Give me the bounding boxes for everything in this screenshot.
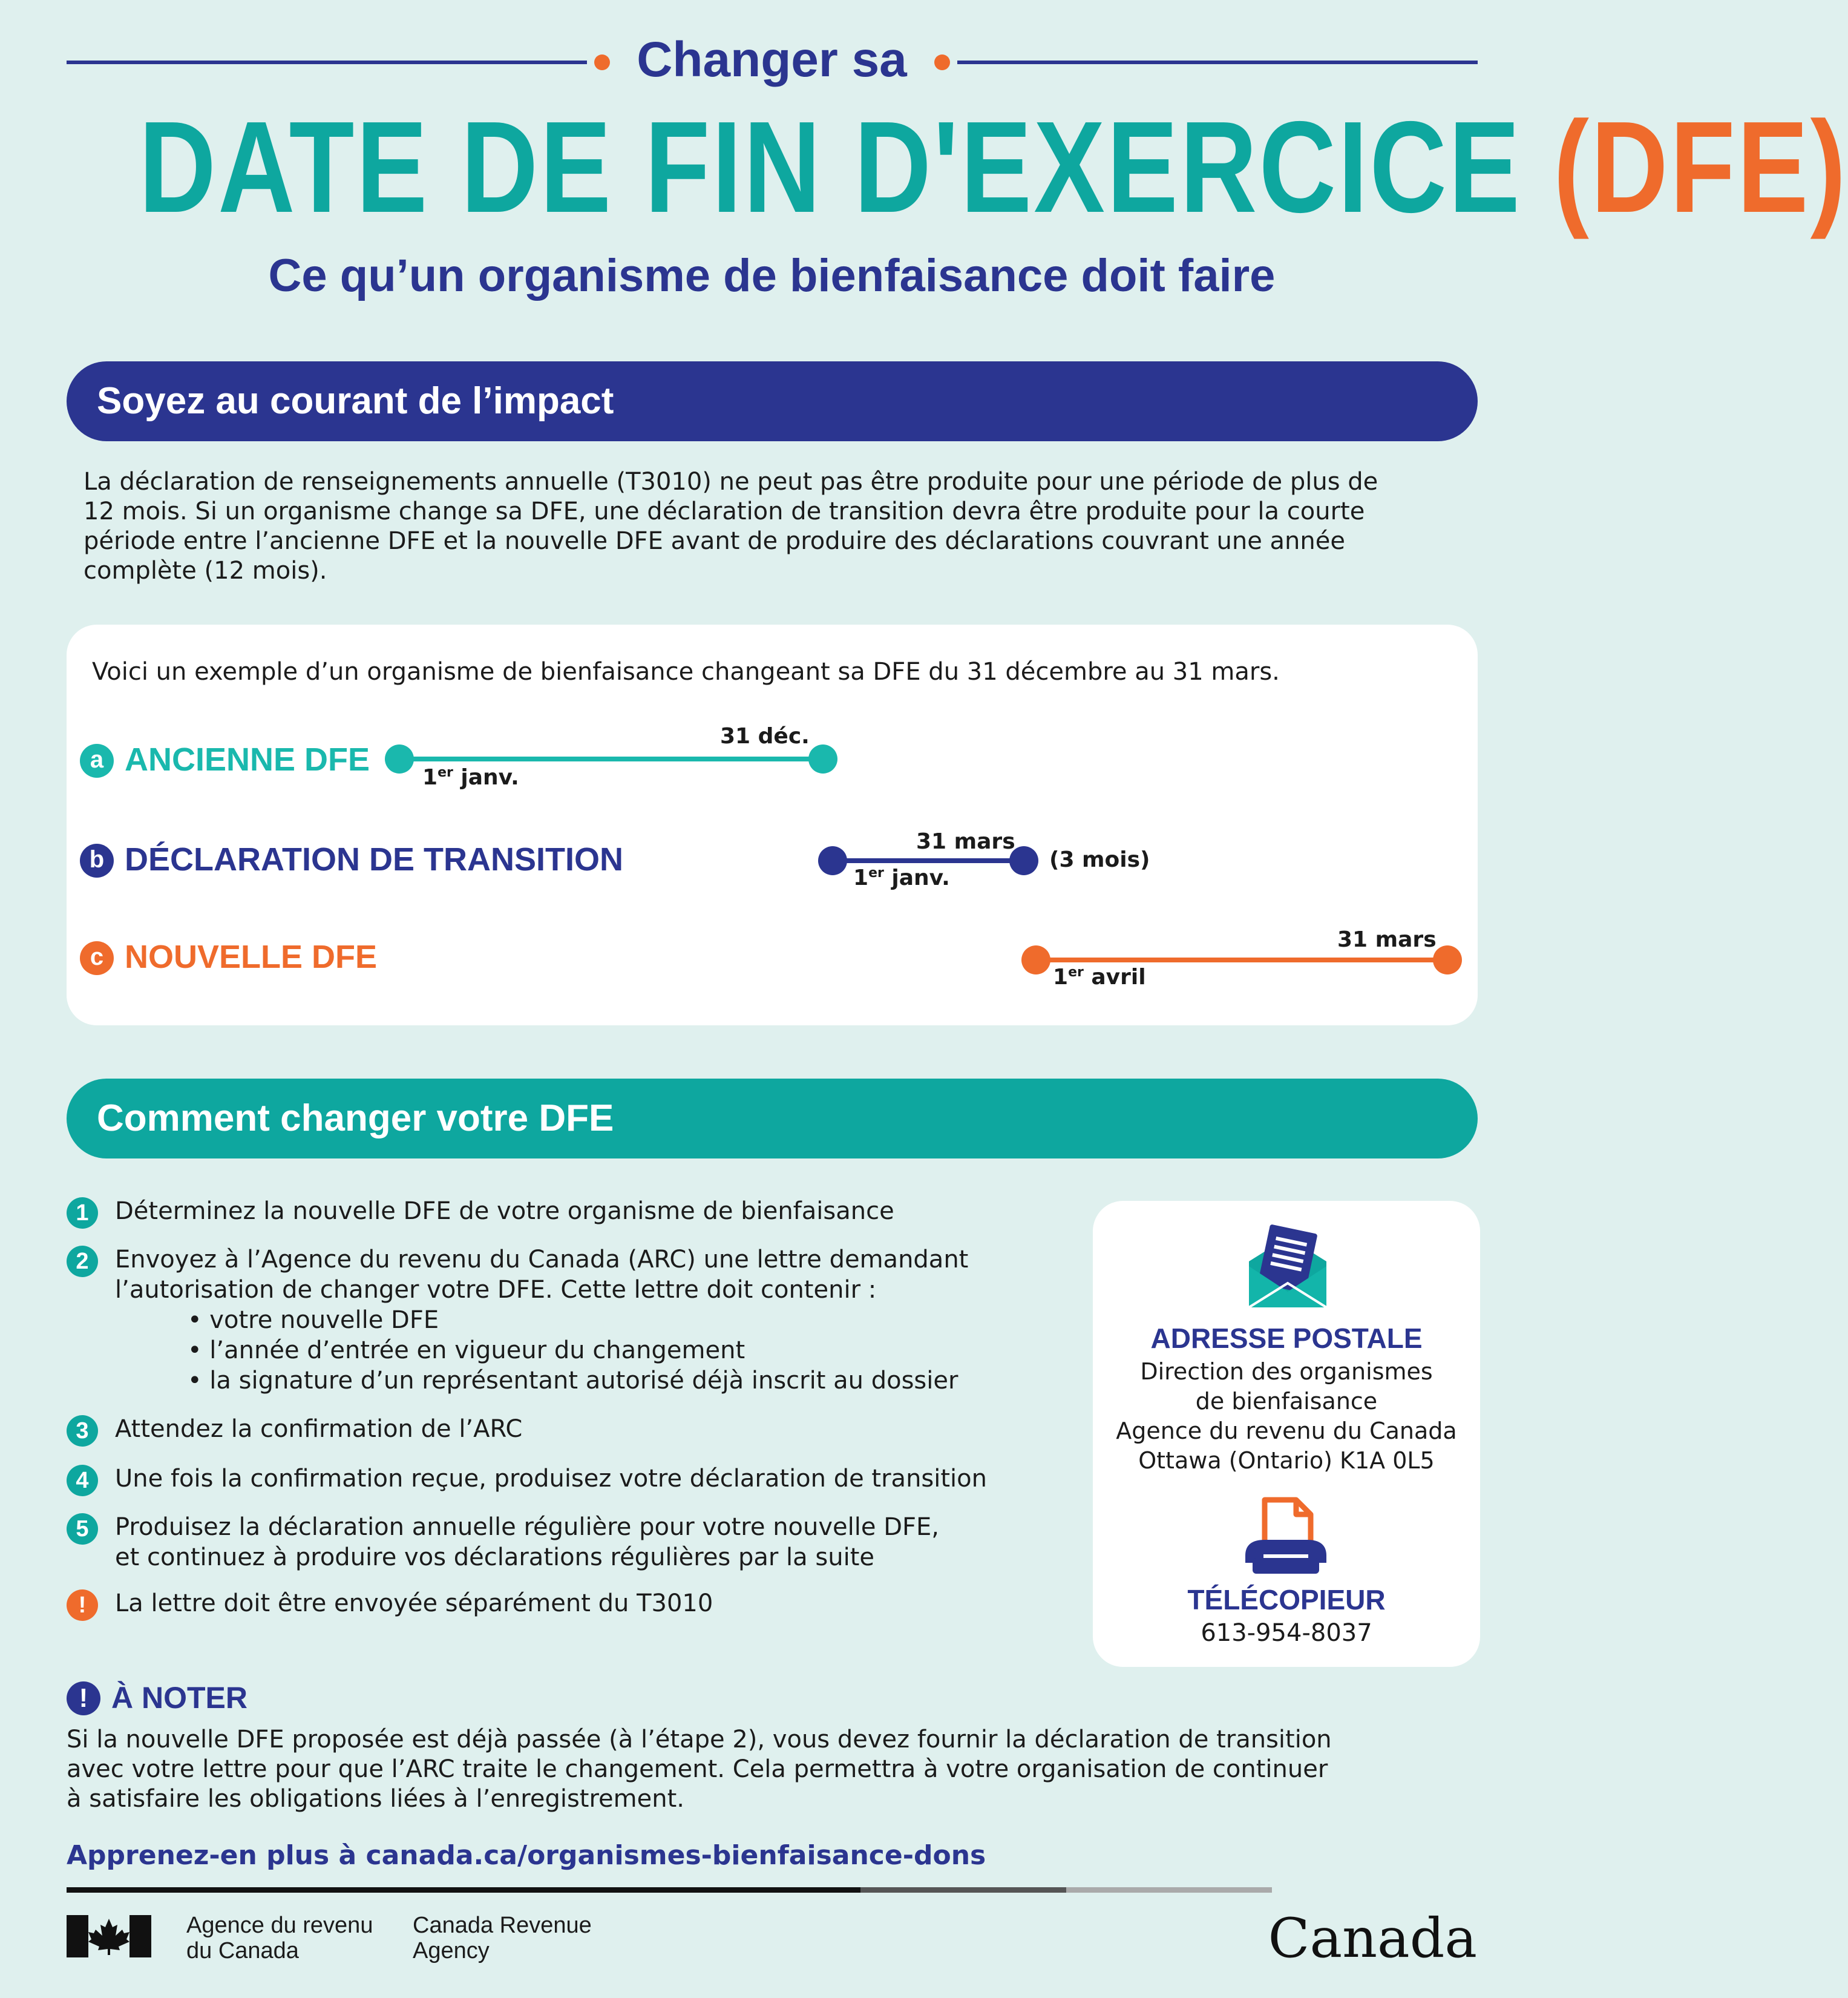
duration-note: (3 mois) (1049, 847, 1150, 872)
step-text: Une fois la confirmation reçue, produisez votre déclaration de transition (115, 1465, 987, 1493)
envelope-letter-icon (1247, 1225, 1329, 1310)
agency-name-en: Canada Revenue Agency (413, 1913, 592, 1963)
impact-text (84, 467, 1378, 586)
timeline-transition (833, 858, 1024, 863)
point-start (1021, 945, 1050, 974)
fax-number: 613-954-8037 (1201, 1619, 1372, 1647)
point-start (385, 744, 414, 774)
fax-title: TÉLÉCOPIEUR (1187, 1584, 1386, 1615)
note-alert-icon: ! (67, 1681, 100, 1715)
note-title: À NOTER (111, 1681, 247, 1715)
badge-c: c (80, 941, 114, 975)
step-text: Déterminez la nouvelle DFE de votre organisme de bienfaisance (115, 1197, 894, 1225)
step-bullet: • votre nouvelle DFE (188, 1306, 439, 1334)
step-text: et continuez à produire vos déclarations régulières par la suite (115, 1543, 874, 1571)
footer-rule (67, 1887, 860, 1893)
fax-machine-icon (1240, 1497, 1331, 1576)
mail-line: Direction des organismes (1140, 1358, 1433, 1385)
timeline-nouvelle (1036, 958, 1447, 962)
example-intro: Voici un exemple d’un organisme de bienfaisance changeant sa DFE du 31 décembre au 31 mars. (92, 658, 1280, 686)
date-start: 1er janv. (853, 866, 950, 890)
date-end: 31 mars (1337, 927, 1437, 952)
mail-line: Agence du revenu du Canada (1116, 1418, 1457, 1444)
step-bullet: • l’année d’entrée en vigueur du changement (188, 1336, 745, 1364)
canada-wordmark: Canada (1268, 1907, 1477, 1970)
date-start: 1er avril (1053, 965, 1146, 990)
impact-banner: Soyez au courant de l’impact (67, 361, 1478, 441)
note-line: avec votre lettre pour que l’ARC traite le changement. Cela permettra à votre organisation de continuer (67, 1755, 1328, 1783)
step-text: l’autorisation de changer votre DFE. Cette lettre doit contenir : (115, 1276, 877, 1304)
step-text: La lettre doit être envoyée séparément du T3010 (115, 1589, 713, 1617)
step-number: 2 (67, 1246, 98, 1277)
footer-rule (1066, 1887, 1272, 1893)
warning-icon: ! (67, 1589, 98, 1621)
note-line: à satisfaire les obligations liées à l’enregistrement. (67, 1785, 684, 1813)
note-text (67, 1725, 1332, 1814)
step-text: Envoyez à l’Agence du revenu du Canada (ARC) une lettre demandant (115, 1246, 969, 1273)
page-subtitle: Ce qu’un organisme de bienfaisance doit faire (268, 250, 1276, 301)
step-number: 5 (67, 1513, 98, 1545)
step-number: 1 (67, 1197, 98, 1229)
step-number: 4 (67, 1465, 98, 1496)
point-end (808, 744, 837, 774)
footer-rule (860, 1887, 1066, 1893)
impact-line: période entre l’ancienne DFE et la nouvelle DFE avant de produire des déclarations couvrant une année (84, 527, 1345, 555)
step-bullet: • la signature d’un représentant autorisé déjà inscrit au dossier (188, 1367, 958, 1395)
date-end: 31 déc. (720, 724, 810, 749)
point-end (1433, 945, 1462, 974)
step-text: Produisez la déclaration annuelle régulière pour votre nouvelle DFE, (115, 1513, 939, 1541)
mail-line: Ottawa (Ontario) K1A 0L5 (1138, 1447, 1435, 1474)
note-line: Si la nouvelle DFE proposée est déjà passée (à l’étape 2), vous devez fournir la déclaration de transition (67, 1726, 1332, 1753)
howto-banner: Comment changer votre DFE (67, 1079, 1478, 1158)
badge-b: b (80, 844, 114, 878)
label-ancienne-dfe: ANCIENNE DFE (125, 741, 370, 778)
date-end: 31 mars (916, 829, 1015, 854)
impact-line: complète (12 mois). (84, 557, 327, 585)
step-number: 3 (67, 1415, 98, 1447)
mail-line: de bienfaisance (1195, 1388, 1378, 1415)
title-accent: (DFE) (1553, 94, 1848, 240)
point-start (818, 846, 847, 875)
label-nouvelle-dfe: NOUVELLE DFE (125, 939, 378, 975)
mail-title: ADRESSE POSTALE (1150, 1323, 1423, 1354)
timeline-ancienne (399, 757, 823, 761)
page-title (139, 94, 1848, 240)
impact-line: La déclaration de renseignements annuelle (T3010) ne peut pas être produite pour une période de plus de (84, 468, 1378, 496)
header-kicker: Changer sa (637, 32, 907, 87)
impact-line: 12 mois. Si un organisme change sa DFE, une déclaration de transition devra être produite pour la courte (84, 498, 1365, 525)
canada-flag-icon (67, 1915, 151, 1957)
agency-name-fr: Agence du revenu du Canada (186, 1913, 373, 1963)
step-text: Attendez la confirmation de l’ARC (115, 1415, 523, 1443)
title-main: DATE DE FIN D'EXERCICE (139, 94, 1554, 240)
badge-a: a (80, 744, 114, 778)
date-start: 1er janv. (422, 765, 519, 790)
learn-more-link[interactable]: Apprenez-en plus à canada.ca/organismes-bienfaisance-dons (67, 1840, 986, 1871)
label-transition: DÉCLARATION DE TRANSITION (125, 841, 623, 878)
contact-card (1093, 1201, 1480, 1667)
